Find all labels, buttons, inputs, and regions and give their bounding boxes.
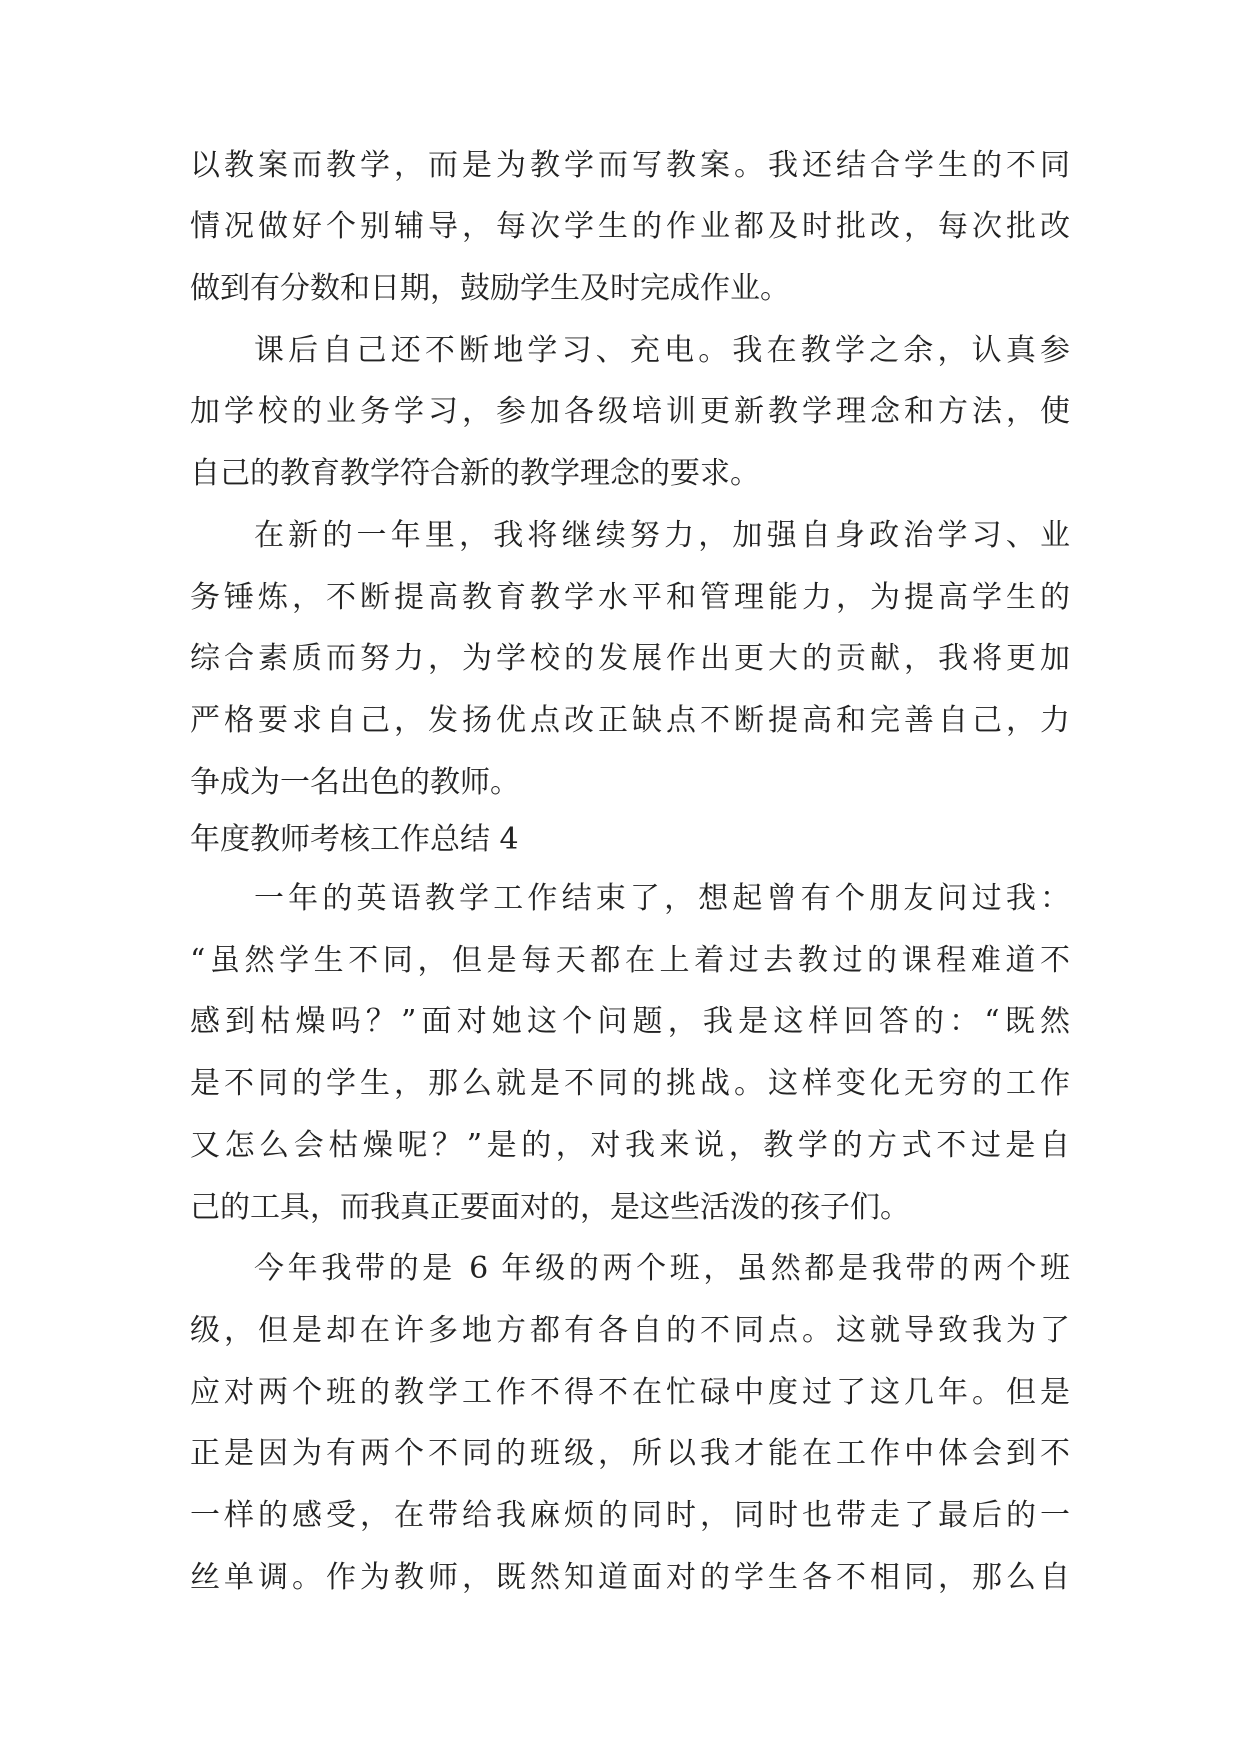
text-line: 情况做好个别辅导，每次学生的作业都及时批改，每次批改 — [190, 209, 1070, 244]
text-line: 丝单调。作为教师，既然知道面对的学生各不相同，那么自 — [190, 1560, 1070, 1595]
paragraph-first-line: 课后自己还不断地学习、充电。我在教学之余，认真参 — [254, 333, 1070, 368]
text-line: 又怎么会枯燥呢？”是的，对我来说，教学的方式不过是自 — [190, 1128, 1070, 1163]
text-line: 以教案而教学，而是为教学而写教案。我还结合学生的不同 — [190, 148, 1070, 183]
text-line: “虽然学生不同，但是每天都在上着过去教过的课程难道不 — [190, 943, 1070, 978]
paragraph-first-line: 一年的英语教学工作结束了，想起曾有个朋友问过我： — [254, 881, 1070, 916]
text-line: 严格要求自己，发扬优点改正缺点不断提高和完善自己，力 — [190, 703, 1070, 738]
text-line: 应对两个班的教学工作不得不在忙碌中度过了这几年。但是 — [190, 1375, 1070, 1410]
text-line: 一样的感受，在带给我麻烦的同时，同时也带走了最后的一 — [190, 1498, 1070, 1533]
text-line: 综合素质而努力，为学校的发展作出更大的贡献，我将更加 — [190, 641, 1070, 676]
text-line: 加学校的业务学习，参加各级培训更新教学理念和方法，使 — [190, 394, 1070, 429]
paragraph-first-line: 今年我带的是 6 年级的两个班，虽然都是我带的两个班 — [254, 1251, 1070, 1286]
text-line: 感到枯燥吗？”面对她这个问题，我是这样回答的：“既然 — [190, 1004, 1070, 1039]
text-line: 己的工具，而我真正要面对的，是这些活泼的孩子们。 — [190, 1190, 910, 1225]
section-heading: 年度教师考核工作总结 4 — [190, 822, 519, 857]
text-line: 务锤炼，不断提高教育教学水平和管理能力，为提高学生的 — [190, 580, 1070, 615]
text-line: 正是因为有两个不同的班级，所以我才能在工作中体会到不 — [190, 1436, 1070, 1471]
text-line: 是不同的学生，那么就是不同的挑战。这样变化无穷的工作 — [190, 1066, 1070, 1101]
paragraph-first-line: 在新的一年里，我将继续努力，加强自身政治学习、业 — [254, 518, 1070, 553]
text-line: 做到有分数和日期，鼓励学生及时完成作业。 — [190, 271, 790, 306]
text-line: 争成为一名出色的教师。 — [190, 765, 520, 800]
text-line: 级，但是却在许多地方都有各自的不同点。这就导致我为了 — [190, 1313, 1070, 1348]
text-line: 自己的教育教学符合新的教学理念的要求。 — [190, 456, 760, 491]
